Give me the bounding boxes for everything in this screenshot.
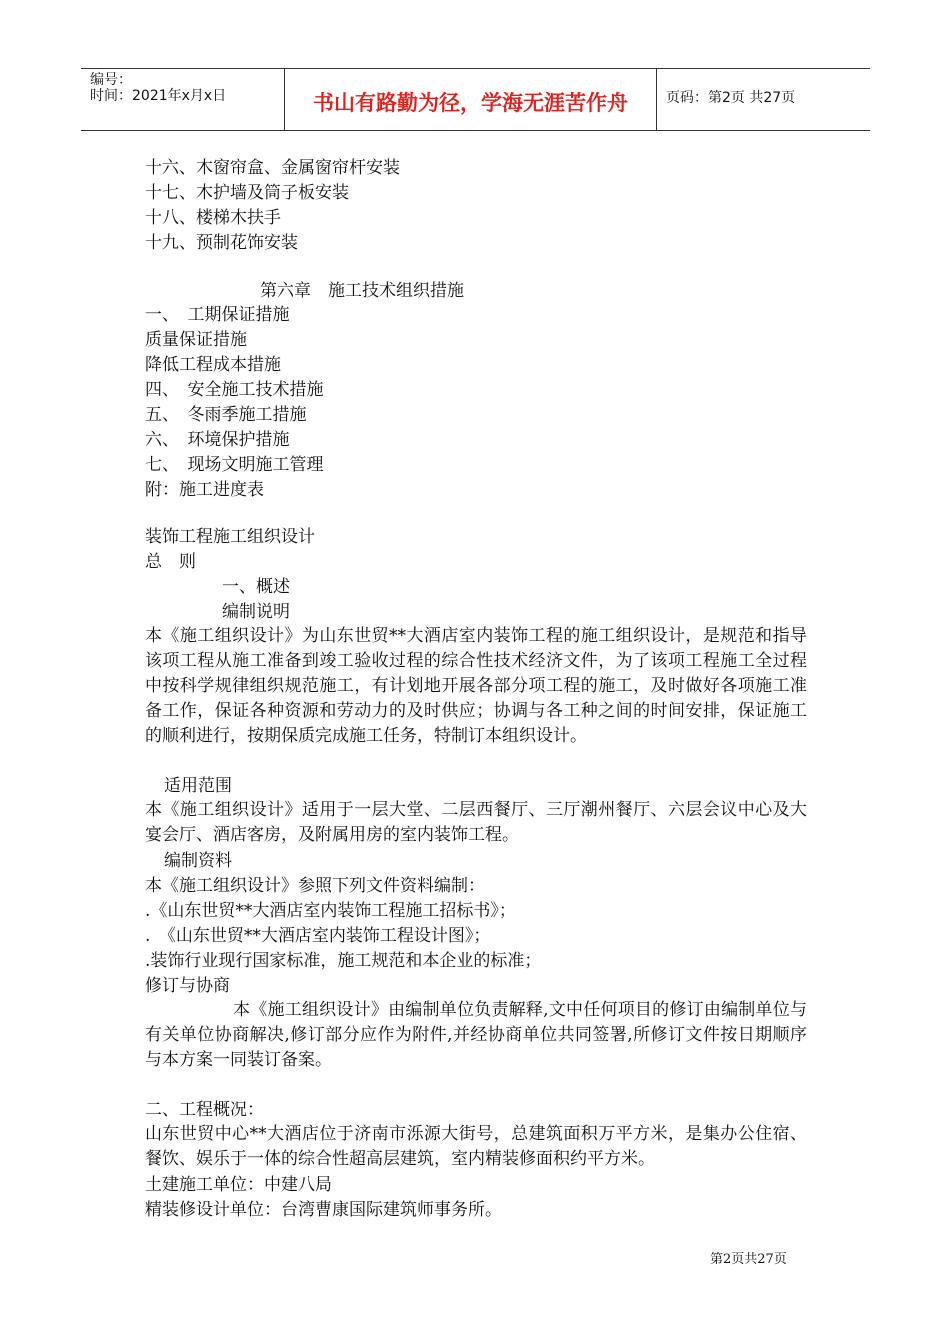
materials-item: . 《山东世贸**大酒店室内装饰工程设计图》；: [145, 926, 491, 946]
chapter-item: 七、 现场文明施工管理: [145, 455, 324, 475]
civil-unit: 土建施工单位：中建八局: [145, 1175, 332, 1195]
materials-heading: 编制资料: [164, 851, 232, 871]
chapter-title: 第六章 施工技术组织措施: [260, 281, 464, 301]
materials-item: .《山东世贸**大酒店室内装饰工程施工招标书》；: [145, 901, 516, 921]
design-unit: 精装修设计单位：台湾曹康国际建筑师事务所。: [145, 1200, 502, 1220]
chapter-item: 降低工程成本措施: [145, 355, 281, 375]
doc-title: 装饰工程施工组织设计: [145, 527, 315, 547]
header-motto-cell: [284, 69, 657, 130]
materials-intro: 本《施工组织设计》参照下列文件资料编制：: [145, 876, 485, 896]
header-meta-cell: [81, 69, 284, 130]
time-label: 时间：2021年x月x日: [90, 88, 227, 104]
motto: 书山有路勤为径，学海无涯苦作舟: [313, 91, 628, 115]
revision-heading: 修订与协商: [145, 976, 230, 996]
header-page-cell: [656, 69, 870, 130]
toc-item: 十八、楼梯木扶手: [145, 208, 281, 228]
page-footer: 第2页共27页: [710, 1252, 787, 1267]
project-heading: 二、工程概况：: [145, 1100, 264, 1120]
page-number-label: 页码：第2页 共27页: [666, 90, 796, 106]
chapter-item: 六、 环境保护措施: [145, 430, 290, 450]
revision-paragraph: 本《施工组织设计》由编制单位负责解释,文中任何项目的修订由编制单位与有关单位协商解决,修订部分应作为附件,并经协商单位共同签署,所修订文件按日期顺序与本方案一同装订备案。: [145, 1000, 807, 1070]
chapter-item: 附：施工进度表: [145, 480, 264, 500]
scope-paragraph: 本《施工组织设计》适用于一层大堂、二层西餐厅、三厅潮州餐厅、六层会议中心及大宴会厅、酒店客房，及附属用房的室内装饰工程。: [145, 800, 807, 845]
overview-heading: 一、概述: [222, 577, 290, 597]
general-heading: 总 则: [145, 552, 196, 572]
chapter-item: 五、 冬雨季施工措施: [145, 405, 307, 425]
page-header: [81, 68, 870, 131]
materials-item: .装饰行业现行国家标准，施工规范和本企业的标准；: [145, 951, 542, 971]
scope-heading: 适用范围: [164, 776, 232, 796]
toc-item: 十七、木护墙及筒子板安装: [145, 183, 349, 203]
number-label: 编号：: [90, 72, 132, 88]
toc-item: 十九、预制花饰安装: [145, 233, 298, 253]
compile-note-heading: 编制说明: [222, 602, 290, 622]
toc-item: 十六、木窗帘盒、金属窗帘杆安装: [145, 158, 400, 178]
chapter-item: 质量保证措施: [145, 330, 247, 350]
compile-note-paragraph: 本《施工组织设计》为山东世贸**大酒店室内装饰工程的施工组织设计，是规范和指导该项工程从施工准备到竣工验收过程的综合性技术经济文件，为了该项工程施工全过程中按科学规律组织规范施工，有计划地开展各部分项工程的施工，及时做好各项施工准备工作，保证各种资源和劳动力的及时供应；协调与各工种之间的时间安排，保证施工的顺利进行，按期保质完成施工任务，特制订本组织设计。: [145, 626, 807, 746]
chapter-item: 四、 安全施工技术措施: [145, 380, 324, 400]
project-paragraph: 山东世贸中心**大酒店位于济南市泺源大街号，总建筑面积万平方米，是集办公住宿、餐饮、娱乐于一体的综合性超高层建筑，室内精装修面积约平方米。: [145, 1124, 807, 1169]
chapter-item: 一、 工期保证措施: [145, 305, 290, 325]
